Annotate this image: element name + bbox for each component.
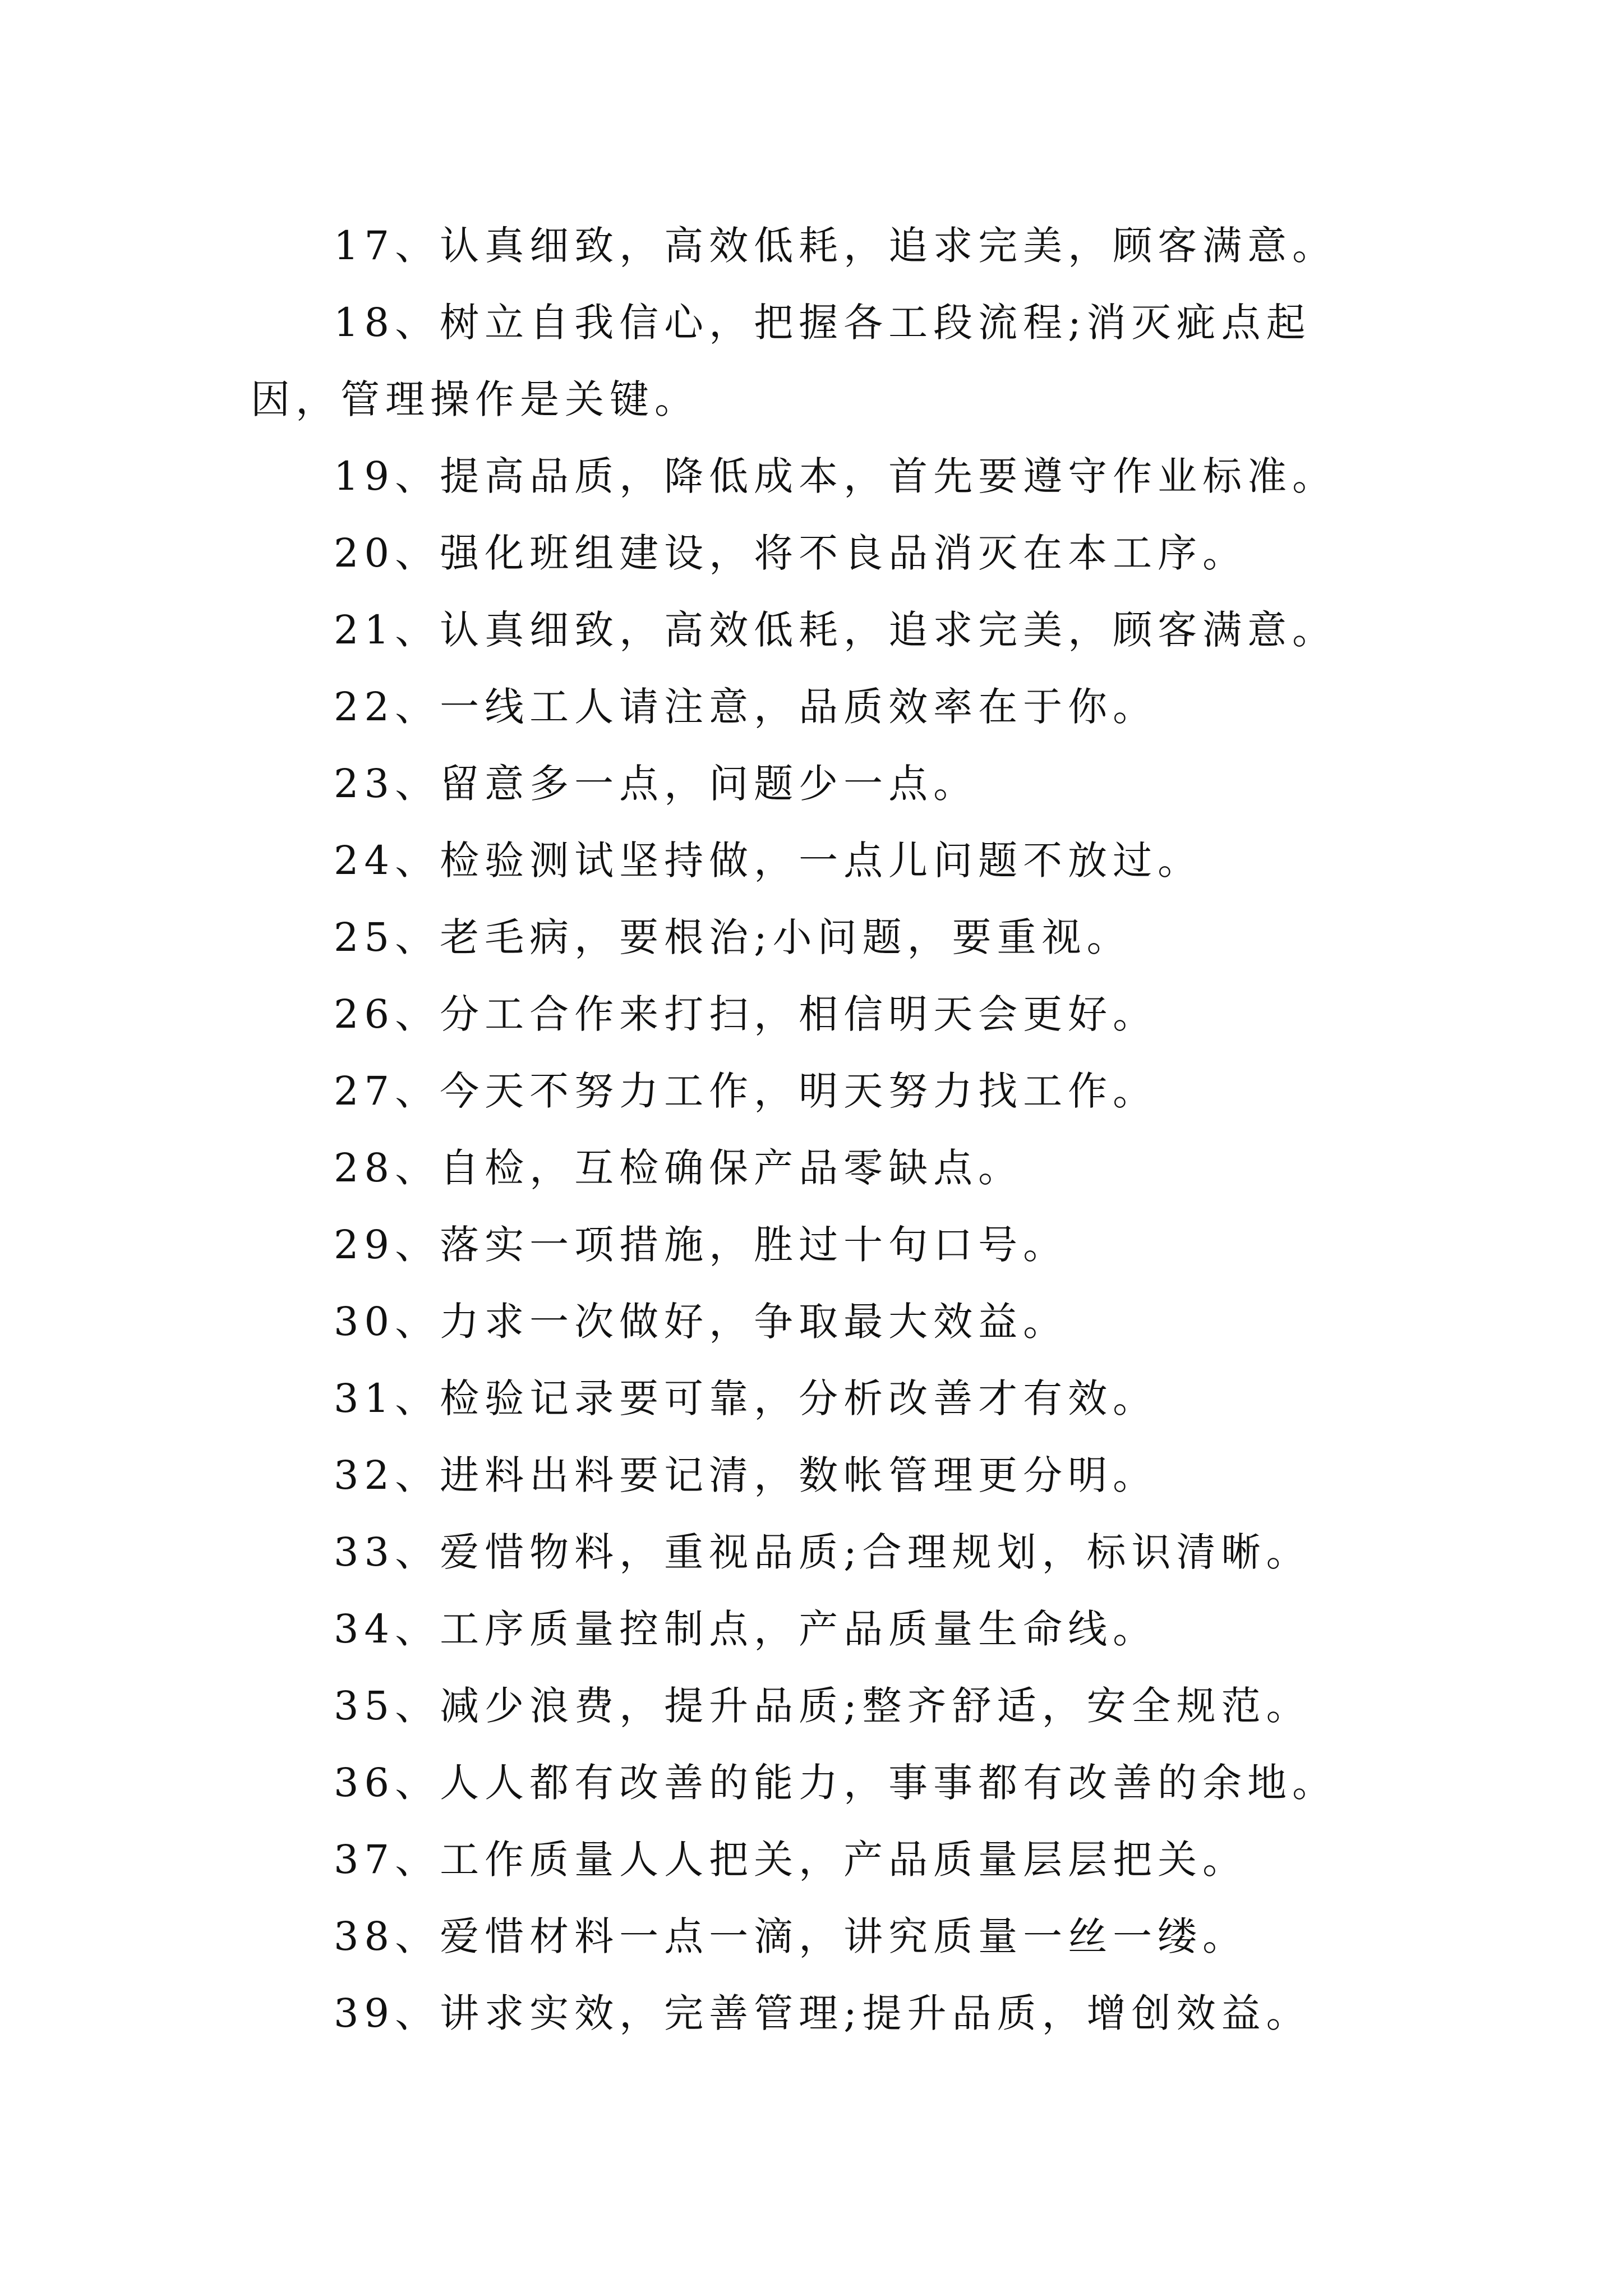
list-item: 38、爱惜材料一点一滴，讲究质量一丝一缕。 <box>334 1913 1248 1959</box>
list-item: 35、减少浪费，提升品质;整齐舒适，安全规范。 <box>334 1683 1311 1729</box>
list-item: 39、讲求实效，完善管理;提升品质，增创效益。 <box>334 1990 1311 2036</box>
list-item: 25、老毛病，要根治;小问题，要重视。 <box>334 914 1132 960</box>
list-item: 24、检验测试坚持做，一点儿问题不放过。 <box>334 838 1203 884</box>
list-item: 31、检验记录要可靠，分析改善才有效。 <box>334 1375 1158 1421</box>
list-item: 32、进料出料要记清，数帐管理更分明。 <box>334 1452 1158 1498</box>
list-item: 26、分工合作来打扫，相信明天会更好。 <box>334 991 1158 1037</box>
list-item: 17、认真细致，高效低耗，追求完美，顾客满意。 <box>334 223 1338 269</box>
list-item: 34、工序质量控制点，产品质量生命线。 <box>334 1606 1158 1652</box>
list-item: 22、一线工人请注意，品质效率在于你。 <box>334 684 1158 730</box>
list-item: 20、强化班组建设，将不良品消灭在本工序。 <box>334 530 1248 576</box>
list-item: 18、树立自我信心，把握各工段流程;消灭疵点起因，管理操作是关键。 <box>251 300 1311 422</box>
list-item: 37、工作质量人人把关，产品质量层层把关。 <box>334 1837 1248 1883</box>
slogan-list <box>251 208 1372 2052</box>
list-item: 27、今天不努力工作，明天努力找工作。 <box>334 1068 1158 1114</box>
list-item: 33、爱惜物料，重视品质;合理规划，标识清晰。 <box>334 1529 1311 1575</box>
list-item: 23、留意多一点，问题少一点。 <box>334 761 979 807</box>
list-item: 28、自检，互检确保产品零缺点。 <box>334 1145 1023 1191</box>
list-item: 21、认真细致，高效低耗，追求完美，顾客满意。 <box>334 607 1338 653</box>
list-item: 29、落实一项措施，胜过十句口号。 <box>334 1222 1068 1268</box>
list-item: 36、人人都有改善的能力，事事都有改善的余地。 <box>334 1760 1338 1806</box>
list-item: 19、提高品质，降低成本，首先要遵守作业标准。 <box>334 453 1338 499</box>
list-item: 30、力求一次做好，争取最大效益。 <box>334 1299 1068 1345</box>
